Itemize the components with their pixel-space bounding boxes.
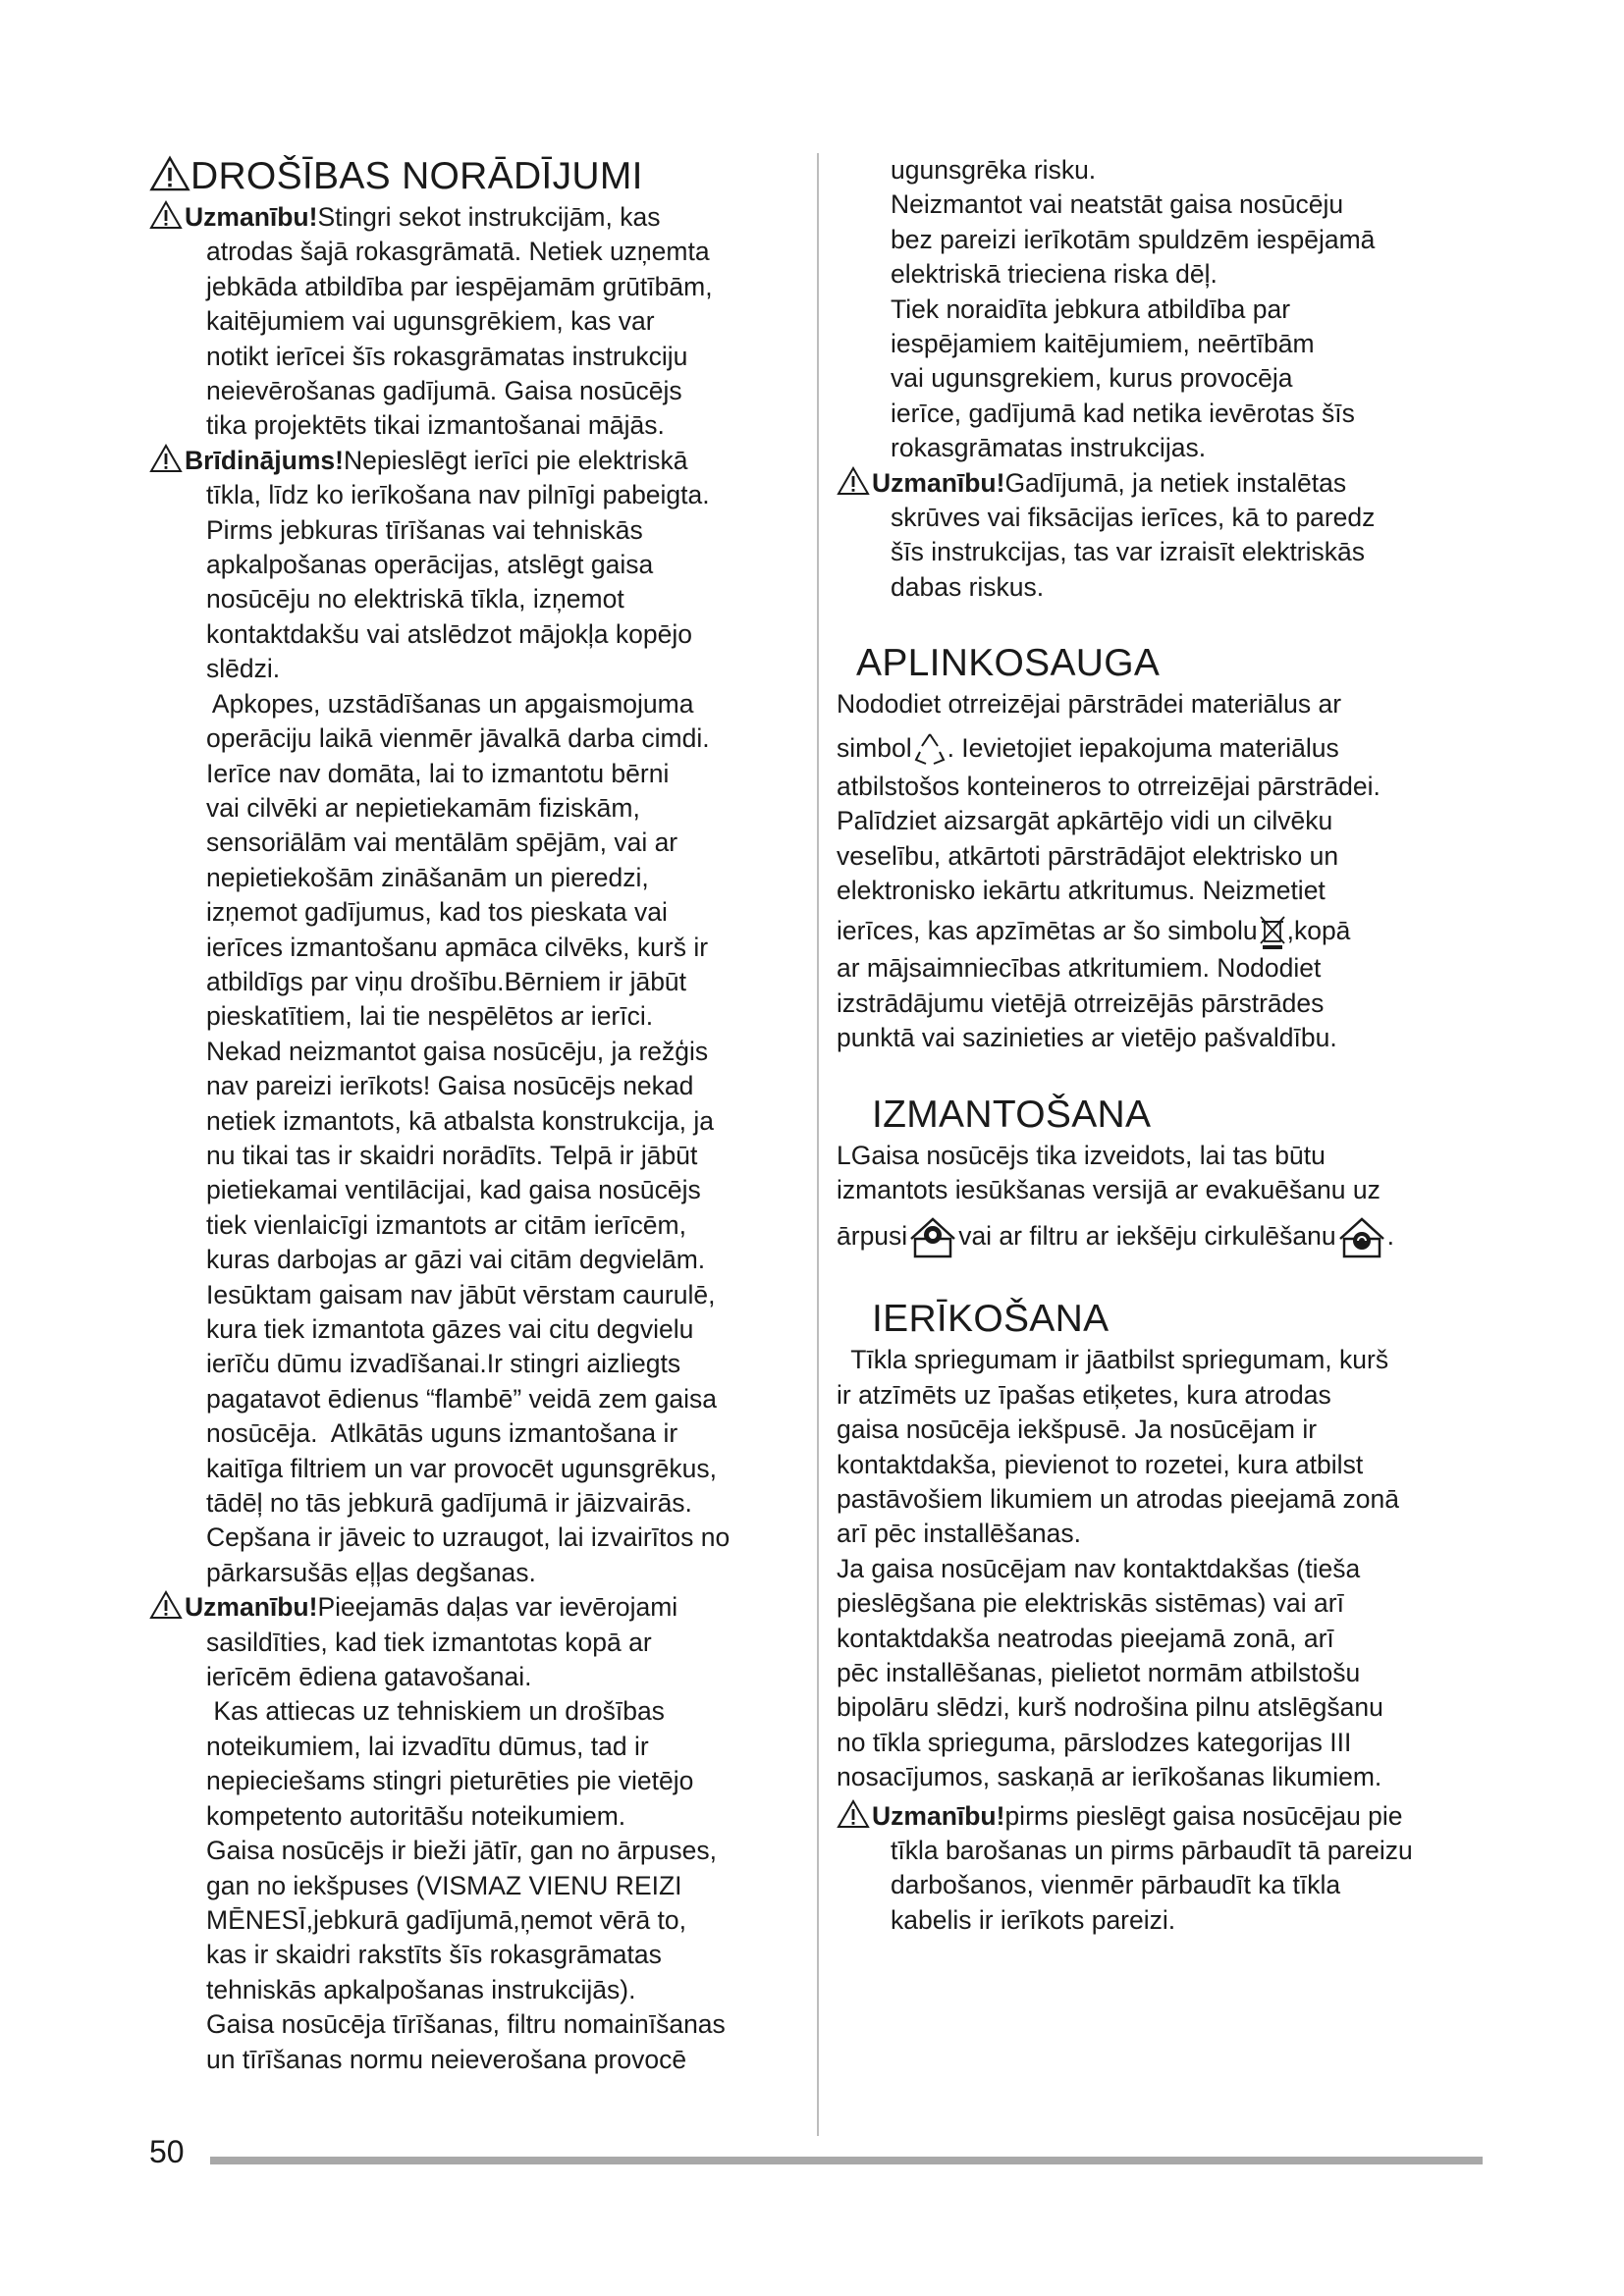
- text-line: sensoriālām vai mentālām spējām, vai ar: [206, 828, 678, 858]
- text-line: Gaisa nosūcējs ir bieži jātīr, gan no ārpuses,: [206, 1836, 717, 1866]
- text-line: un tīrīšanas normu neieverošana provocē: [206, 2044, 687, 2074]
- page-number: 50: [149, 2134, 185, 2169]
- installation-section: [837, 1296, 1485, 1938]
- text-line: pieslēgšana pie elektriskās sistēmas) vai arī: [837, 1588, 1344, 1619]
- text-line: nepietiekošām zināšanām un pieredzi,: [206, 862, 649, 892]
- text-line: jebkāda atbildība par iespējamām grūtībām,: [206, 271, 713, 301]
- text-line: tādēļ no tās jebkurā gadījumā ir jāizvairās.: [206, 1488, 692, 1519]
- warning-label: Uzmanību!: [185, 202, 318, 232]
- text-line: nosūcēja. Atlkātās uguns izmantošana ir: [206, 1418, 678, 1449]
- text-line: tehniskās apkalpošanas instrukcijās).: [206, 1974, 636, 2004]
- warning-icon: [837, 1799, 870, 1829]
- text-line: LGaisa nosūcējs tika izveidots, lai tas būtu: [837, 1140, 1326, 1170]
- warning-icon: [837, 466, 870, 496]
- text-line: ar mājsaimniecības atkritumiem. Nododiet: [837, 953, 1322, 984]
- text-line: Tiek noraidīta jebkura atbildība par: [891, 294, 1291, 324]
- continued-text: [837, 153, 1485, 466]
- text-line: operāciju laikā vienmēr jāvalkā darba cimdi.: [206, 723, 710, 754]
- text-line: MĒNESĪ,jebkurā gadījumā,ņemot vērā to,: [206, 1904, 687, 1935]
- warning-block-3: Uzmanību!Pieejamās daļas var ievērojami sasildīties, kad tiek izmantotas kopā ar ierīcēm ēdiena gatavošanai. Kas attiecas uz tehniskiem un drošības noteikumiem, lai izvadītu dūmus, tad ir nepieciešams stingri pieturēties pie vietējo kompetento autoritāšu noteikumiem. Gaisa nosūcējs ir bieži jātīr, gan no ārpuses, gan no iekšpuses (VISMAZ VIENU REIZI MĒNESĪ,jebkurā gadījumā,ņemot vērā to, kas ir skaidri rakstīts šīs rokasgrāmatas tehniskās apkalpošanas instrukcijās). Gaisa nosūcēja tīrīšanas, filtru nomainīšanas un tīrīšanas normu neieverošana provocē: [149, 1590, 797, 2077]
- weee-bin-icon: [1258, 914, 1287, 951]
- text-line: rokasgrāmatas instrukcijas.: [891, 433, 1207, 463]
- text-line: tīkla barošanas un pirms pārbaudīt tā pareizu: [891, 1836, 1413, 1866]
- warning-block-4: Uzmanību!Gadījumā, ja netiek instalētas skrūves vai fiksācijas ierīces, kā to paredz šīs instrukcijas, tas var izraisīt elektriskās dabas riskus.: [837, 466, 1485, 606]
- text-line: ierīces izmantošanu apmāca cilvēks, kurš ir: [206, 932, 709, 962]
- text-line: gan no iekšpuses (VISMAZ VIENU REIZI: [206, 1870, 682, 1900]
- text-line: ir atzīmēts uz īpašas etiķetes, kura atrodas: [837, 1379, 1331, 1410]
- text-line: Nekad neizmantot gaisa nosūcēju, ja režģis: [206, 1036, 709, 1066]
- warning-block-2: Brīdinājums!Nepieslēgt ierīci pie elektriskā tīkla, līdz ko ierīkošana nav pilnīgi pabeigta. Pirms jebkuras tīrīšanas vai tehniskās apkalpošanas operācijas, atslēgt gaisa nosūcēju no elektriskā tīkla, izņemot kontaktdakšu vai atslēdzot mājokļa kopējo slēdzi. Apkopes, uzstādīšanas un apgaismojuma operāciju laikā vienmēr jāvalkā darba cimdi. Ierīce nav domāta, lai to izmantotu bērni vai cilvēki ar nepietiekamām fiziskām, sensoriālām vai mentālām spējām, vai ar nepietiekošām zināšanām un pieredzi, izņemot gadījumus, kad tos pieskata vai ierīces izmantošanu apmāca cilvēks, kurš ir atbildīgs par viņu drošību.Bērniem ir jābūt pieskatītiem, lai tie nespēlētos ar ierīci. Nekad neizmantot gaisa nosūcēju, ja režģis nav pareizi ierīkots! Gaisa nosūcējs nekad netiek izmantots, kā atbalsta konstrukcija, ja nu tikai tas ir skaidri norādīts. Telpā ir jābūt pietiekamai ventilācijai, kad gaisa nosūcējs tiek vienlaicīgi izmantots ar citām ierīcēm, kuras darbojas ar gāzi vai citām degvielām. Iesūktam gaisam nav jābūt vērstam caurulē, kura tiek izmantota gāzes vai citu degvielu ierīču dūmu izvadīšanai.Ir stingri aizliegts pagatavot ēdienus “flambē” veidā zem gaisa nosūcēja. Atlkātās uguns izmantošana ir kaitīga filtriem un var provocēt ugunsgrēkus, tādēļ no tās jebkurā gadījumā ir jāizvairās. Cepšana ir jāveic to uzraugot, lai izvairītos no pārkarsušās eļļas degšanas.: [149, 444, 797, 1590]
- text-line: arī pēc installēšanas.: [837, 1519, 1081, 1549]
- warning-icon: [149, 155, 190, 192]
- text-line: kontaktdakša neatrodas pieejamā zonā, arī: [837, 1623, 1334, 1653]
- text-line: kontaktdakša, pievienot to rozetei, kura atbilst: [837, 1449, 1364, 1479]
- text-line: Kas attiecas uz tehniskiem un drošības: [206, 1696, 665, 1727]
- text-line: kura tiek izmantota gāzes vai citu degvielu: [206, 1314, 694, 1344]
- column-divider: [817, 153, 819, 2136]
- text-line: gaisa nosūcēja iekšpusē. Ja nosūcējam ir: [837, 1415, 1318, 1445]
- text-line: elektriskā trieciena riska dēļ.: [891, 259, 1218, 290]
- text-line: vai cilvēki ar nepietiekamām fiziskām,: [206, 792, 640, 823]
- text-line: pastāvošiem likumiem un atrodas pieejamā zonā: [837, 1483, 1399, 1514]
- text-line: Palīdziet aizsargāt apkārtējo vidi un cilvēku: [837, 806, 1333, 836]
- text-line: atbilstošos konteineros to otrreizējai pārstrādei.: [837, 771, 1380, 801]
- text-line: pieskatītiem, lai tie nespēlētos ar ierīci.: [206, 1001, 654, 1032]
- right-column: [837, 153, 1485, 1938]
- text-line: Gaisa nosūcēja tīrīšanas, filtru nomainīšanas: [206, 2009, 726, 2040]
- text-line: kontaktdakšu vai atslēdzot mājokļa kopējo: [206, 618, 692, 649]
- text-line: atbildīgs par viņu drošību.Bērniem ir jābūt: [206, 966, 687, 996]
- text-line: kabelis ir ierīkots pareizi.: [891, 1904, 1176, 1935]
- footer-rule: [210, 2157, 1483, 2164]
- text-line: slēdzi.: [206, 654, 281, 684]
- text-line: Ja gaisa nosūcējam nav kontaktdakšas (tieša: [837, 1553, 1361, 1583]
- text-line: punktā vai sazinieties ar vietējo pašvaldību.: [837, 1023, 1337, 1053]
- text-line: kas ir skaidri rakstīts šīs rokasgrāmatas: [206, 1940, 662, 1970]
- text-line: izņemot gadījumus, kad tos pieskata vai: [206, 897, 668, 928]
- text-line: no tīkla sprieguma, pārslodzes kategorijas III: [837, 1727, 1352, 1757]
- installation-title: IERĪKOŠANA: [872, 1298, 1110, 1341]
- text-line: tīkla, līdz ko ierīkošana nav pilnīgi pabeigta.: [206, 480, 710, 510]
- text-line: sasildīties, kad tiek izmantotas kopā ar: [206, 1627, 652, 1657]
- text-line: tiek vienlaicīgi izmantots ar citām ierīcēm,: [206, 1209, 686, 1240]
- warning-icon: [149, 444, 183, 473]
- text-line: bez pareizi ierīkotām spuldzēm iespējamā: [891, 224, 1376, 254]
- text-line: nepieciešams stingri pieturēties pie vietējo: [206, 1766, 694, 1796]
- text-line: veselību, atkārtoti pārstrādājot elektrisko un: [837, 840, 1339, 871]
- text-line: pietiekamai ventilācijai, kad gaisa nosūcējs: [206, 1175, 701, 1205]
- warning-body: [837, 501, 1485, 605]
- text-line: notikt ierīcei šīs rokasgrāmatas instrukciju: [206, 341, 688, 371]
- text-line: pēc installēšanas, pielietot normām atbilstošu: [837, 1658, 1361, 1687]
- text-line: neievērošanas gadījumā. Gaisa nosūcējs: [206, 376, 682, 406]
- text-line: nav pareizi ierīkots! Gaisa nosūcējs nekad: [206, 1071, 694, 1101]
- warning-label: Brīdinājums!: [185, 445, 344, 475]
- text-line: darbošanos, vienmēr pārbaudīt ka tīkla: [891, 1870, 1341, 1900]
- text-line: elektronisko iekārtu atkritumus. Neizmetiet: [837, 875, 1326, 905]
- text-line: Cepšana ir jāveic to uzraugot, lai izvairītos no: [206, 1522, 731, 1553]
- usage-title: IZMANTOŠANA: [872, 1093, 1152, 1136]
- text-line: iespējamiem kaitējumiem, neērtībām: [891, 329, 1315, 359]
- text-line: noteikumiem, lai izvadītu dūmus, tad ir: [206, 1731, 649, 1761]
- text-line: Iesūktam gaisam nav jābūt vērstam caurulē,: [206, 1279, 716, 1309]
- text-line: kaitīga filtriem un var provocēt ugunsgrēkus,: [206, 1453, 717, 1483]
- warning-body: [149, 235, 797, 443]
- text-line: Tīkla spriegumam ir jāatbilst spriegumam, kurš: [837, 1345, 1389, 1375]
- recycle-icon: [912, 730, 947, 770]
- text-line: Neizmantot vai neatstāt gaisa nosūcēju: [891, 189, 1344, 220]
- warning-icon: [149, 1590, 183, 1620]
- usage-text: LGaisa nosūcējs tika izveidots, lai tas būtu izmantots iesūkšanas versijā ar evakuēšanu uz ārpusi vai ar filtru ar iekšēju cirkulēšanu .: [837, 1139, 1485, 1261]
- text-line: ierīcēm ēdiena gatavošanai.: [206, 1662, 532, 1692]
- text-line: Ierīce nav domāta, lai to izmantotu bērni: [206, 758, 670, 788]
- text-line: pārkarsušās eļļas degšanas.: [206, 1557, 536, 1587]
- warning-body: [837, 1834, 1485, 1938]
- text-line: atrodas šajā rokasgrāmatā. Netiek uzņemta: [206, 237, 710, 267]
- warning-icon: [149, 200, 183, 230]
- text-line: bipolāru slēdzi, kurš nodrošina pilnu atslēgšanu: [837, 1692, 1383, 1723]
- environment-title: APLINKOSAUGA: [856, 642, 1161, 685]
- text-line: netiek izmantots, kā atbalsta konstrukcija, ja: [206, 1105, 714, 1136]
- text-line: nosacījumos, saskaņā ar ierīkošanas likumiem.: [837, 1762, 1382, 1792]
- installation-text: [837, 1343, 1485, 1794]
- text-line: ierīce, gadījumā kad netika ievērotas šīs: [891, 398, 1355, 428]
- text-line: apkalpošanas operācijas, atslēgt gaisa: [206, 550, 654, 580]
- text-line: nu tikai tas ir skaidri norādīts. Telpā ir jābūt: [206, 1140, 698, 1170]
- text-line: izstrādājumu vietējā otrreizējās pārstrādes: [837, 988, 1325, 1018]
- text-line: ugunsgrēka risku.: [891, 155, 1097, 185]
- warning-body: [149, 478, 797, 1590]
- text-line: izmantots iesūkšanas versijā ar evakuēšanu uz: [837, 1174, 1380, 1204]
- warning-label: Uzmanību!: [872, 467, 1005, 498]
- text-line: tika projektēts tikai izmantošanai mājās.: [206, 410, 665, 441]
- text-line: kaitējumiem vai ugunsgrēkiem, kas var: [206, 306, 655, 337]
- text-line: kompetento autoritāšu noteikumiem.: [206, 1800, 626, 1831]
- warning-label: Uzmanību!: [872, 1800, 1005, 1831]
- warning-label: Uzmanību!: [185, 1592, 318, 1623]
- environment-text: Nododiet otrreizējai pārstrādei materiālus ar simbol . Ievietojiet iepakojuma materiālus atbilstošos konteineros to otrreizējai pārstrādei. Palīdziet aizsargāt apkārtējo vidi un cilvēku veselību, atkārtoti pārstrādājot elektrisko un elektronisko iekārtu atkritumus. Neizmetiet ierīces, kas apzīmētas ar šo simbolu ,kopā ar mājsaimniecības atkritumiem. Nododiet izstrādājumu vietējā otrreizējās pārstrādes punktā vai sazinieties ar vietējo pašvaldību.: [837, 687, 1485, 1055]
- text-line: Pirms jebkuras tīrīšanas vai tehniskās: [206, 514, 643, 545]
- warning-block-1: Uzmanību!Stingri sekot instrukcijām, kas atrodas šajā rokasgrāmatā. Netiek uzņemta jebkāda atbildība par iespējamām grūtībām, kaitējumiem vai ugunsgrēkiem, kas var notikt ierīcei šīs rokasgrāmatas instrukciju neievērošanas gadījumā. Gaisa nosūcējs tika projektēts tikai izmantošanai mājās.: [149, 200, 797, 444]
- warning-body: [149, 1626, 797, 2077]
- text-line: kuras darbojas ar gāzi vai citām degvielām.: [206, 1245, 706, 1275]
- text-line: pagatavot ēdienus “flambē” veidā zem gaisa: [206, 1383, 717, 1414]
- environment-section: [837, 640, 1485, 1055]
- text-line: vai ugunsgrekiem, kurus provocēja: [891, 363, 1293, 394]
- left-column: [149, 153, 797, 2077]
- text-line: dabas riskus.: [891, 571, 1045, 602]
- extraction-mode-icon: [907, 1215, 958, 1260]
- text-line: ierīču dūmu izvadīšanai.Ir stingri aizliegts: [206, 1349, 681, 1379]
- usage-section: [837, 1092, 1485, 1261]
- warning-block-5: Uzmanību!pirms pieslēgt gaisa nosūcējau pie tīkla barošanas un pirms pārbaudīt tā pareizu darbošanos, vienmēr pārbaudīt ka tīkla kabelis ir ierīkots pareizi.: [837, 1799, 1485, 1939]
- text-line: nosūcēju no elektriskā tīkla, izņemot: [206, 584, 624, 614]
- text-line: Apkopes, uzstādīšanas un apgaismojuma: [206, 688, 694, 719]
- safety-title: DROŠĪBAS NORĀDĪJUMI: [149, 153, 797, 200]
- recirculation-mode-icon: [1336, 1215, 1387, 1260]
- text-line: šīs instrukcijas, tas var izraisīt elektriskās: [891, 537, 1366, 567]
- text-line: skrūves vai fiksācijas ierīces, kā to paredz: [891, 503, 1376, 533]
